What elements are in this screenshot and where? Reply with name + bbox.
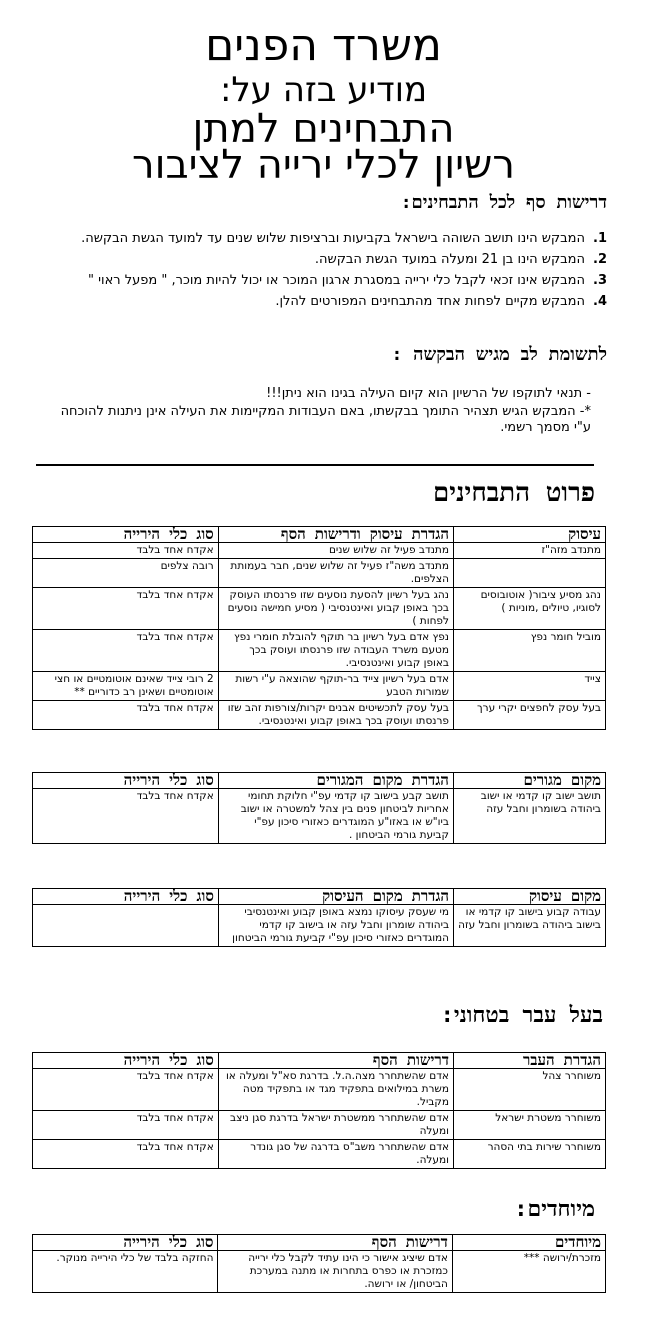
table-row <box>33 588 606 630</box>
table-cell: אדם שיציג אישור כי הינו עתיד לקבל כלי ירייה כמזכרת או כפרס בתחרות או מתנה במערכת הביטחון/ או ירושה. <box>218 1251 452 1293</box>
threshold-heading: דרישות סף לכל התבחינים: <box>400 192 607 213</box>
details-heading: פרוט התבחינים <box>433 478 595 508</box>
col-header: הגדרת מקום העיסוק <box>218 889 453 905</box>
table-cell: משוחרר צהל <box>453 1069 605 1111</box>
table-cell: אדם שהשתחרר ממשטרת ישראל בדרגת סגן ניצב ומעלה <box>218 1111 453 1140</box>
table-cell: רובה צלפים <box>33 559 219 588</box>
special-table <box>32 1234 606 1293</box>
table-cell: אקדח אחד בלבד <box>33 789 219 844</box>
table-row <box>33 1140 606 1169</box>
table-cell: בעל עסק לתכשיטים אבנים יקרות/צורפות זהב שזו פרנסתו ועוסק בכך באופן קבוע ואינטנסיבי. <box>218 701 453 730</box>
table-cell: עבודה קבוע בישוב קו קדמי או בישוב ביהודה בשומרון וחבל עזה <box>454 905 606 947</box>
workplace-table <box>32 888 606 947</box>
table-cell: מתנדב משה"ז פעיל זה שלוש שנים, חבר בעמותת הצלפים. <box>218 559 453 588</box>
table-cell: משוחרר שירות בתי הסהר <box>453 1140 605 1169</box>
table-row <box>33 1111 606 1140</box>
table-cell: צייד <box>453 672 605 701</box>
occupation-table <box>32 526 606 730</box>
col-header: מקום עיסוק <box>454 889 606 905</box>
attention-item: *- המבקש הגיש תצהיר התומך בבקשתו, באם העבודות המקיימות את העילה אינן ניתנות להוכחה ע"י מסמך רשמי. <box>60 404 591 435</box>
table-cell: אקדח אחד בלבד <box>33 701 219 730</box>
table-cell: אקדח אחד בלבד <box>33 1069 219 1111</box>
table-cell: 2 רובי צייד שאינם אוטומטיים או חצי אוטומטיים ושאינן רב כדוריים ** <box>33 672 219 701</box>
col-header: הגדרת מקום המגורים <box>218 773 453 789</box>
threshold-item: 4. המבקש מקיים לפחות אחד מהתבחינים המפורטים להלן. <box>275 294 607 309</box>
col-header: סוג כלי הירייה <box>33 773 219 789</box>
residence-table <box>32 772 606 844</box>
table-cell: אקדח אחד בלבד <box>33 630 219 672</box>
attention-list <box>51 386 591 438</box>
criteria-title: התבחינים למתן <box>192 106 455 152</box>
table-cell: מי שעסק עיסוקו נמצא באופן קבוע ואינטנסיבי ביהודה שומרון וחבל עזה או בישוב קו קדמי המוגדרים כאזורי סיכון עפ"י קביעת גורמי הביטחון <box>218 905 453 947</box>
table-row <box>33 905 606 947</box>
table-row <box>33 789 606 844</box>
col-header: סוג כלי הירייה <box>33 1053 219 1069</box>
security-heading: בעל עבר בטחוני: <box>440 1003 603 1028</box>
col-header: הגדרת העבר <box>453 1053 605 1069</box>
divider <box>36 464 594 466</box>
table-row <box>33 1069 606 1111</box>
security-table <box>32 1052 606 1169</box>
col-header: מיוחדים <box>452 1235 605 1251</box>
table-cell: מתנדב מזה"ז <box>453 543 605 559</box>
table-cell: אדם שהשתחרר משב"ס בדרגה של סגן גונדר ומעלה. <box>218 1140 453 1169</box>
table-cell: אקדח אחד בלבד <box>33 1140 219 1169</box>
special-heading: מיוחדים: <box>514 1197 595 1222</box>
table-header-row <box>33 527 606 543</box>
threshold-item: 2. המבקש הינו בן 21 ומעלה במועד הגשת הבקשה. <box>314 252 607 267</box>
table-header-row <box>33 889 606 905</box>
table-cell <box>33 905 219 947</box>
ministry-title: משרד הפנים <box>205 20 442 71</box>
announces-subtitle: מודיע בזה על: <box>219 70 428 110</box>
table-cell: אקדח אחד בלבד <box>33 588 219 630</box>
table-row <box>33 672 606 701</box>
table-cell: בעל עסק לחפצים יקרי ערך <box>453 701 605 730</box>
table-header-row <box>33 1235 606 1251</box>
license-title: רשיון לכלי ירייה לציבור <box>132 142 515 188</box>
table-cell: נפץ אדם בעל רשיון בר תוקף להובלת חומרי נפץ מטעם משרד העבודה שזו פרנסתו ועוסק בכך באופן קבוע ואינטנסיבי. <box>218 630 453 672</box>
col-header: דרישות הסף <box>218 1235 452 1251</box>
col-header: סוג כלי הירייה <box>33 1235 218 1251</box>
threshold-item: 3. המבקש אינו זכאי לקבל כלי ירייה במסגרת ארגון המוכר או יכול להיות מוכר, " מפעל ראוי " <box>88 273 607 288</box>
table-cell: תושב ישוב קו קדמי או ישוב ביהודה בשומרון וחבל עזה <box>453 789 605 844</box>
col-header: דרישות הסף <box>218 1053 453 1069</box>
table-row <box>33 701 606 730</box>
table-cell: מזכרת/ירושה *** <box>452 1251 605 1293</box>
table-cell: אקדח אחד בלבד <box>33 543 219 559</box>
table-row <box>33 1251 606 1293</box>
attention-item: - תנאי לתוקפו של הרשיון הוא קיום העילה בגינו הוא ניתן!!! <box>266 386 591 401</box>
col-header: הגדרת עיסוק ודרישות הסף <box>218 527 453 543</box>
table-cell: תושב קבע בישוב קו קדמי עפ"י חלוקת תחומי אחריות לביטחון פנים בין צהל למשטרה או ישוב ביו"ש או באזו"ע המוגדרים כאזורי סיכון עפ"י קביעת גורמי הביטחון . <box>218 789 453 844</box>
table-header-row <box>33 773 606 789</box>
attention-heading: לתשומת לב מגיש הבקשה : <box>391 344 607 365</box>
col-header: מקום מגורים <box>453 773 605 789</box>
table-cell: החזקה בלבד של כלי הירייה מנוקר. <box>33 1251 218 1293</box>
table-cell: אדם שהשתחרר מצה.ה.ל. בדרגת סא"ל ומעלה או משרת במילואים בתפקיד מגד או בתפקיד מטה מקביל. <box>218 1069 453 1111</box>
table-cell: מוביל חומר נפץ <box>453 630 605 672</box>
table-cell: אקדח אחד בלבד <box>33 1111 219 1140</box>
table-cell <box>453 559 605 588</box>
col-header: סוג כלי הירייה <box>33 889 219 905</box>
col-header: עיסוק <box>453 527 605 543</box>
table-cell: נהג בעל רשיון להסעת נוסעים שזו פרנסתו העוסק בכך באופן קבוע ואינטנסיבי ( מסיע חמישה נוסעים לפחות ) <box>218 588 453 630</box>
threshold-list <box>35 230 607 314</box>
table-cell: מתנדב פעיל זה שלוש שנים <box>218 543 453 559</box>
table-header-row <box>33 1053 606 1069</box>
table-row <box>33 543 606 559</box>
threshold-item: 1. המבקש הינו תושב השוהה בישראל בקביעות וברציפות שלוש שנים עד למועד הגשת הבקשה. <box>81 231 607 246</box>
table-cell: אדם בעל רשיון צייד בר-תוקף שהוצאה ע"י רשות שמורות הטבע <box>218 672 453 701</box>
col-header: סוג כלי הירייה <box>33 527 219 543</box>
table-cell: משוחרר משטרת ישראל <box>453 1111 605 1140</box>
table-row <box>33 559 606 588</box>
table-row <box>33 630 606 672</box>
table-cell: נהג מסיע ציבור( אוטובוסים לסוגיו, טיולים ,מוניות ) <box>453 588 605 630</box>
